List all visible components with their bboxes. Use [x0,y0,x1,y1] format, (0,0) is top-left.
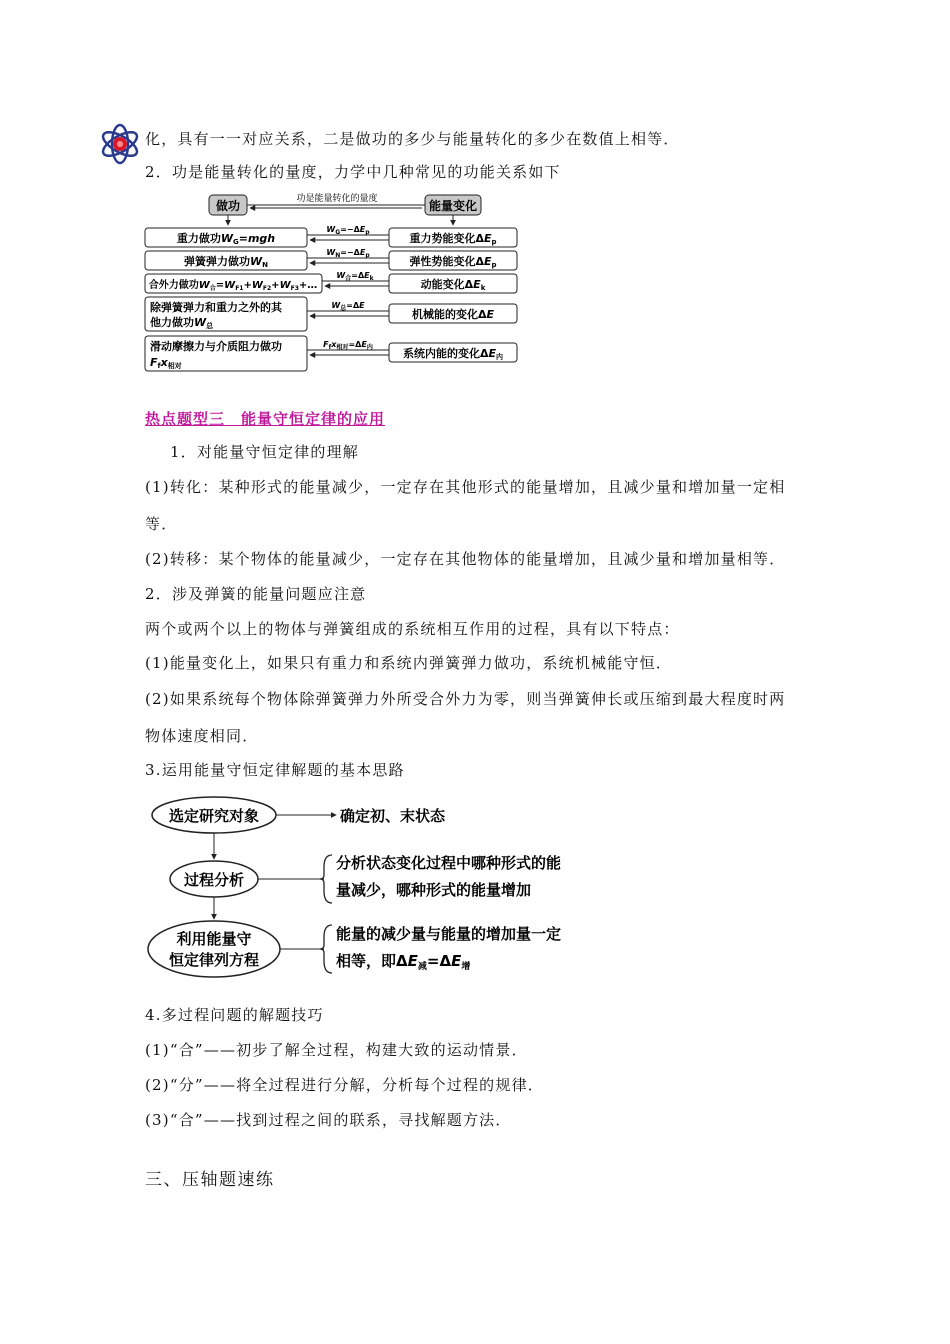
sub4-item3: (3)“合”——找到过程之间的联系，寻找解题方法． [145,1111,512,1129]
row3-arrow: $W_合=\Delta E_k$ [336,271,374,282]
row2-arrow: $W_N=-\Delta E_p$ [326,248,370,259]
row5-left-line1: 滑动摩擦力与介质阻力做功 [150,340,282,353]
node3-out-line2: 相等，即$\Delta E_减=\Delta E_增$ [336,952,471,972]
row5-right: 系统内能的变化ΔE内 [402,347,504,361]
node3-out-line1: 能量的减少量与能量的增加量一定 [336,925,562,943]
sub4-item1: (1)“合”——初步了解全过程，构建大致的运动情景． [145,1041,528,1059]
intro-line: 化，具有一一对应关系，二是做功的多少与能量转化的多少在数值上相等． [145,130,680,148]
row3-right: 动能变化ΔEk [420,278,486,292]
left-header: 做功 [215,199,241,213]
node3-line1: 利用能量守 [176,930,252,948]
row4-left-line1: 除弹簧弹力和重力之外的其 [150,301,282,314]
sub3-title: 3.运用能量守恒定律解题的基本思路 [145,761,405,779]
sub2-title: 2．涉及弹簧的能量问题应注意 [145,585,367,603]
node2-out-line2: 量减少，哪种形式的能量增加 [336,881,532,899]
sub2-intro: 两个或两个以上的物体与弹簧组成的系统相互作用的过程，具有以下特点： [145,620,680,638]
row5-left-line2: Ffx相对 [150,356,182,370]
node2-text: 过程分析 [183,871,245,889]
sub2-item2-line1: (2)如果系统每个物体除弹簧弹力外所受合外力为零，则当弹簧伸长或压缩到最大程度时两 [145,690,786,708]
row1-left: 重力做功WG=mgh [176,232,276,246]
sub1-title: 1．对能量守恒定律的理解 [170,443,359,461]
atom-logo-icon [98,122,142,166]
row4-arrow: $W_总=\Delta E$ [331,301,365,312]
node1-text: 选定研究对象 [168,807,260,825]
sub2-item1: (1)能量变化上，如果只有重力和系统内弹簧弹力做功，系统机械能守恒． [145,654,673,672]
row1-arrow: $W_G=-\Delta E_p$ [326,225,370,236]
row1-right: 重力势能变化ΔEp [409,232,497,246]
node3-line2: 恒定律列方程 [168,951,260,969]
row4-right: 机械能的变化ΔE [411,308,495,321]
node2-out-line1: 分析状态变化过程中哪种形式的能 [336,854,562,872]
sub1-item1-line1: (1)转化：某种形式的能量减少，一定存在其他形式的能量增加，且减少量和增加量一定相 [145,478,786,496]
row2-left: 弹簧弹力做功WN [184,255,268,269]
row2-right: 弹性势能变化ΔEp [409,255,497,269]
hot-title: 热点题型三 能量守恒定律的应用 [145,410,386,428]
sub1-item1-line2: 等． [145,515,178,533]
row5-arrow: $F_fx_{相对}=\Delta E_内$ [323,340,373,351]
point2-title: 2．功是能量转化的量度，力学中几种常见的功能关系如下 [145,163,561,181]
right-header: 能量变化 [428,199,478,213]
sub4-item2: (2)“分”——将全过程进行分解，分析每个过程的规律． [145,1076,544,1094]
energy-conservation-flowchart [146,793,606,983]
work-energy-diagram [142,191,522,376]
top-label: 功是能量转化的量度 [296,194,378,204]
row3-left: 合外力做功$W_合=W_{F1}+W_{F2}+W_{F3}+\dots$ [148,280,318,292]
row4-left-line2: 他力做功W总 [150,316,214,330]
sub4-title: 4.多过程问题的解题技巧 [145,1006,324,1024]
sub2-item2-line2: 物体速度相同． [145,727,259,745]
section3-title: 三、压轴题速练 [145,1170,275,1190]
node1-out: 确定初、末状态 [340,807,446,825]
sub1-item2: (2)转移：某个物体的能量减少，一定存在其他物体的能量增加，且减少量和增加量相等． [145,550,786,568]
